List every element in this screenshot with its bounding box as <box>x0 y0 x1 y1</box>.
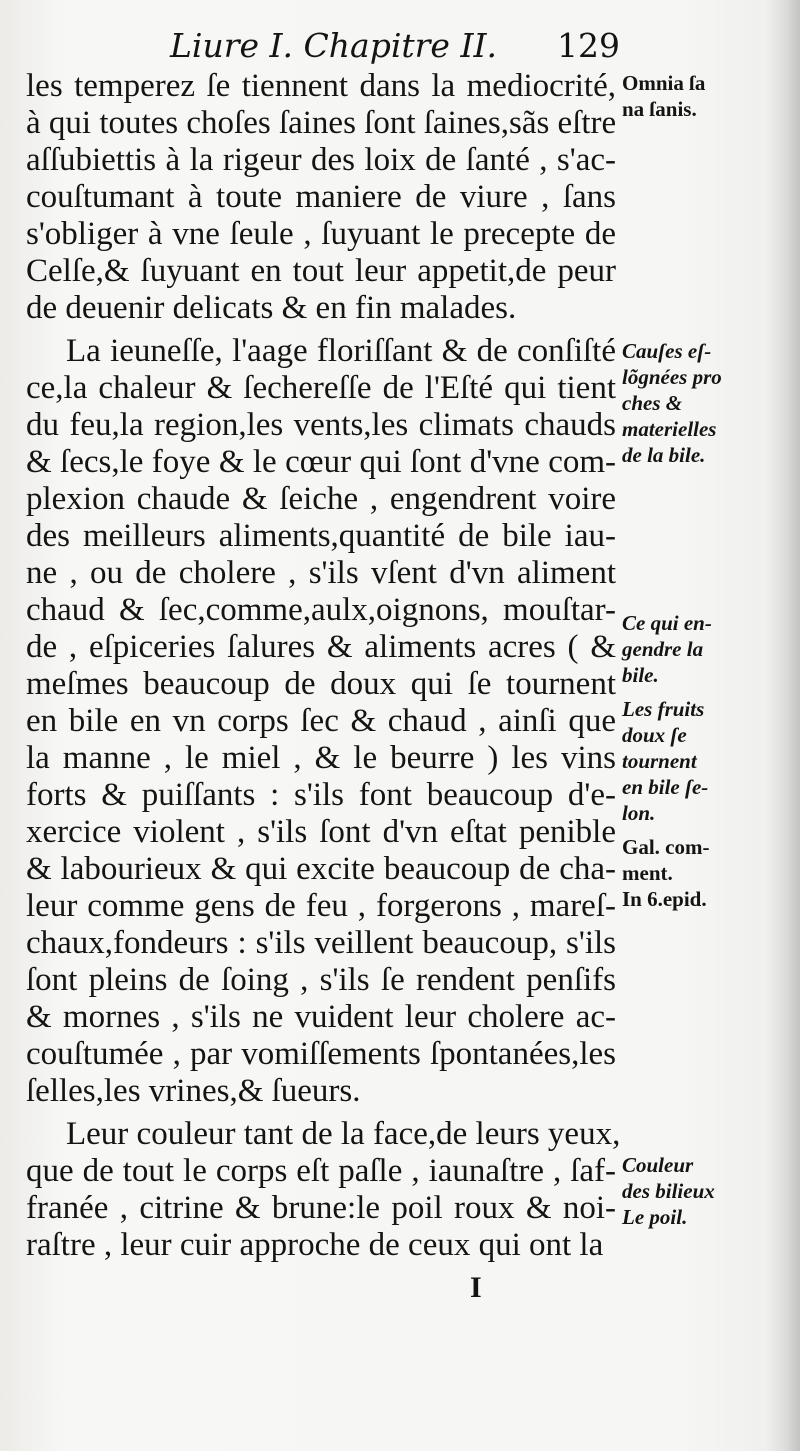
margin-note-line: lon. <box>622 801 656 825</box>
text-line: leur comme gens de feu , forgerons , mareſ- <box>26 888 616 924</box>
margin-note-line: gendre la <box>622 637 704 661</box>
text-line: raſtre , leur cuir approche de ceux qui ont la <box>26 1227 604 1263</box>
margin-note-line: In 6.epid. <box>622 887 707 911</box>
text-line: couſtumant à toute maniere de viure , ſans <box>26 179 616 215</box>
margin-note-line: lõgnées pro <box>622 365 722 389</box>
margin-note-causes <box>622 338 782 468</box>
margin-note-line: de la bile. <box>622 443 706 467</box>
margin-note-line: Les fruits <box>622 697 705 721</box>
text-line: à qui toutes choſes ſaines ſont ſaines,sãs eſtre <box>26 105 617 141</box>
margin-note-line: en bile ſe- <box>622 775 709 799</box>
text-line: ſont pleins de ſoing , s'ils ſe rendent penſifs <box>26 962 616 998</box>
text-line: de deuenir delicats & en fin malades. <box>26 290 517 326</box>
text-line: & mornes , s'ils ne vuident leur cholere ac- <box>26 999 616 1035</box>
page-number: 129 <box>557 26 620 65</box>
text-line: en bile en vn corps ſec & chaud , ainſi que <box>26 703 616 739</box>
text-line: les temperez ſe tiennent dans la mediocrité, <box>26 68 616 104</box>
text-line: forts & puiſſants : s'ils font beaucoup d'e- <box>26 777 616 813</box>
text-line: & labourieux & qui excite beaucoup de cha- <box>26 851 616 887</box>
text-line: ſelles,les vrines,& ſueurs. <box>26 1073 361 1109</box>
margin-note-engendre <box>622 610 782 688</box>
text-line: la manne , le miel , & le beurre ) les vins <box>26 740 616 776</box>
running-title: Liure I. Chapitre II. <box>170 26 498 65</box>
margin-note-line: tournent <box>622 749 697 773</box>
margin-note-line: ment. <box>622 861 673 885</box>
text-line: s'obliger à vne ſeule , ſuyuant le precepte de <box>26 216 616 252</box>
text-line: du feu,la region,les vents,les climats chauds <box>26 407 616 443</box>
margin-note-line: Couleur <box>622 1153 694 1177</box>
text-line: & ſecs,le foye & le cœur qui ſont d'vne com- <box>26 444 616 480</box>
text-line: Celſe,& ſuyuant en tout leur appetit,de peur <box>26 253 616 289</box>
text-line: que de tout le corps eſt paſle , iaunaſtre , ſaf- <box>26 1153 616 1189</box>
text-line: plexion chaude & ſeiche , engendrent voire <box>26 481 616 517</box>
text-line: couſtumée , par vomiſſements ſpontanées,les <box>26 1036 616 1072</box>
margin-note-couleur <box>622 1152 782 1230</box>
text-line: Leur couleur tant de la face,de leurs yeux, <box>66 1116 621 1152</box>
margin-note-line: ches & <box>622 391 683 415</box>
margin-note-line: doux ſe <box>622 723 687 747</box>
running-header <box>170 24 620 68</box>
text-line: ce,la chaleur & ſechereſſe de l'Eſté qui tient <box>26 370 616 406</box>
text-line: La ieuneſſe, l'aage floriſſant & de conſiſté <box>66 333 616 369</box>
margin-note-line: Gal. com- <box>622 835 710 859</box>
main-text-block <box>26 68 621 1264</box>
margin-note-line: Ce qui en- <box>622 611 712 635</box>
margin-note-omnia <box>622 70 782 122</box>
signature-mark: I <box>470 1271 482 1304</box>
text-line: franée , citrine & brune:le poil roux & noi- <box>26 1190 616 1226</box>
margin-note-line: Le poil. <box>622 1205 688 1229</box>
margin-note-galen <box>622 834 782 912</box>
margin-note-line: des bilieux <box>622 1179 715 1203</box>
margin-note-line: Cauſes eſ- <box>622 339 712 363</box>
text-line: chaud & ſec,comme,aulx,oignons, mouſtar- <box>26 592 616 628</box>
text-line: des meilleurs aliments,quantité de bile iau- <box>26 518 616 554</box>
text-line: de , eſpiceries ſalures & aliments acres ( & <box>26 629 616 665</box>
margin-note-line: materielles <box>622 417 717 441</box>
margin-note-line: Omnia ſa <box>622 71 706 95</box>
text-line: ne , ou de cholere , s'ils vſent d'vn aliment <box>26 555 616 591</box>
margin-note-fruits <box>622 696 782 826</box>
text-line: xercice violent , s'ils ſont d'vn eſtat penible <box>26 814 616 850</box>
margin-note-line: na ſanis. <box>622 97 697 121</box>
margin-note-line: bile. <box>622 663 659 687</box>
text-line: chaux,fondeurs : s'ils veillent beaucoup, s'ils <box>26 925 616 961</box>
text-line: aſſubiettis à la rigeur des loix de ſanté , s'ac- <box>26 142 616 178</box>
text-line: meſmes beaucoup de doux qui ſe tournent <box>26 666 616 702</box>
